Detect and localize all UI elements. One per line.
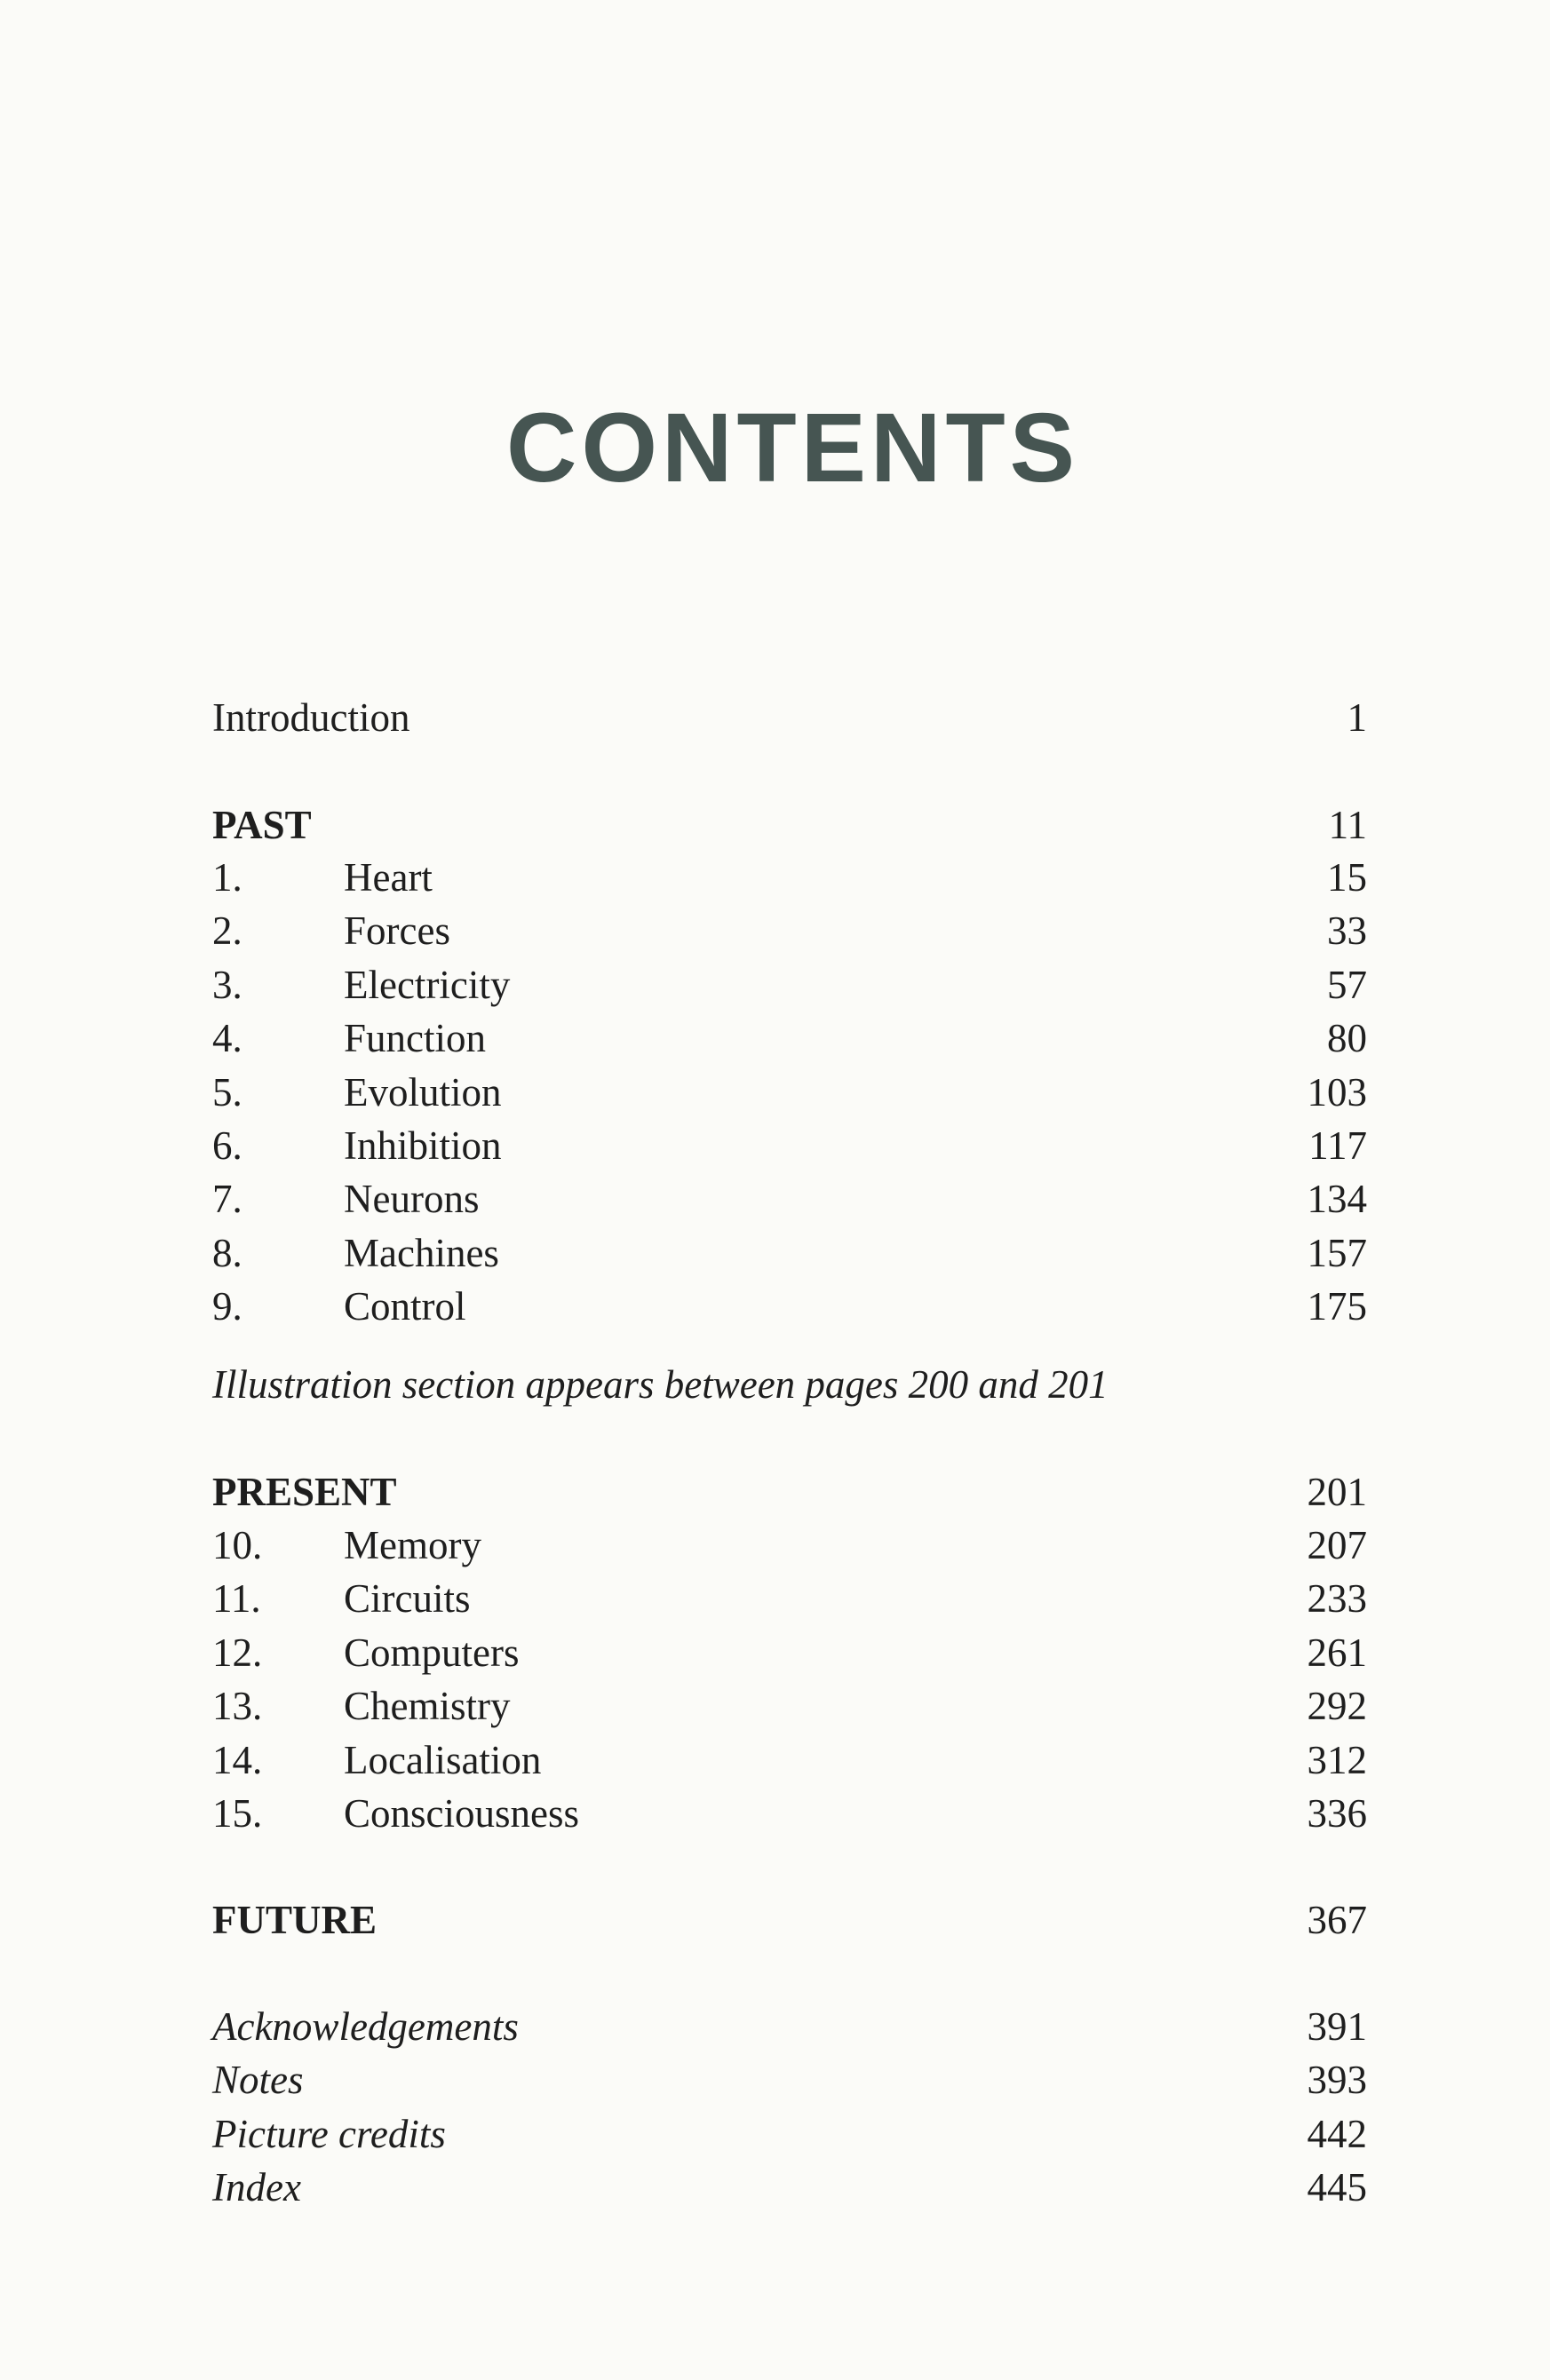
chapter-number: 1. — [212, 855, 242, 900]
page-number: 233 — [1307, 1576, 1367, 1622]
toc-entry — [212, 1119, 1367, 1172]
page-number: 134 — [1307, 1177, 1367, 1222]
entry-label: Index — [212, 2165, 301, 2210]
page-number: 367 — [1307, 1898, 1367, 1942]
section-heading — [212, 1465, 1367, 1519]
page-number: 157 — [1307, 1230, 1367, 1275]
page-number: 1 — [1347, 695, 1367, 740]
entry-label: Neurons — [344, 1177, 480, 1222]
chapter-number: 8. — [212, 1230, 242, 1275]
entry-label: Evolution — [344, 1069, 502, 1115]
toc-entry — [212, 1280, 1367, 1333]
page-number: 336 — [1307, 1791, 1367, 1836]
chapter-number: 10. — [212, 1523, 263, 1567]
page-number: 393 — [1307, 2058, 1367, 2103]
chapter-number: 9. — [212, 1284, 242, 1329]
entry-label: Introduction — [212, 695, 410, 740]
chapter-number: 4. — [212, 1016, 242, 1061]
toc-entry — [212, 1012, 1367, 1065]
section-heading — [212, 798, 1367, 852]
entry-label: PRESENT — [212, 1470, 397, 1514]
entry-label: FUTURE — [212, 1898, 378, 1942]
page-number: 11 — [1328, 803, 1367, 847]
entry-label: Consciousness — [344, 1791, 580, 1836]
entry-label: Acknowledgements — [212, 2004, 519, 2049]
page-number: 103 — [1307, 1069, 1367, 1115]
toc-entry — [212, 1787, 1367, 1840]
chapter-number: 13. — [212, 1684, 263, 1729]
chapter-number: 2. — [212, 908, 242, 954]
page-number: 175 — [1307, 1284, 1367, 1329]
page-number: 261 — [1307, 1630, 1367, 1675]
chapter-number: 11. — [212, 1576, 261, 1622]
toc-entry — [212, 1572, 1367, 1625]
toc-entry — [212, 958, 1367, 1012]
toc-entry — [212, 1679, 1367, 1733]
page-title: CONTENTS — [506, 393, 1079, 503]
entry-label: PAST — [212, 803, 312, 847]
page-number: 80 — [1327, 1016, 1367, 1061]
entry-label: Computers — [344, 1630, 520, 1675]
page-number: 15 — [1327, 855, 1367, 900]
page-number: 391 — [1307, 2004, 1367, 2049]
chapter-number: 5. — [212, 1069, 242, 1115]
page-number: 57 — [1327, 962, 1367, 1007]
page-number: 33 — [1327, 908, 1367, 954]
chapter-number: 3. — [212, 962, 242, 1007]
chapter-number: 15. — [212, 1791, 263, 1836]
chapter-number: 7. — [212, 1177, 242, 1222]
entry-label: Notes — [212, 2058, 304, 2103]
toc-entry — [212, 904, 1367, 957]
entry-label: Function — [344, 1016, 487, 1061]
section-heading — [212, 1893, 1367, 1947]
entry-label: Machines — [344, 1230, 499, 1275]
toc-entry — [212, 1066, 1367, 1119]
page-number: 312 — [1307, 1737, 1367, 1782]
toc-entry — [212, 851, 1367, 904]
toc-entry-back-matter — [212, 2107, 1367, 2161]
toc-entry — [212, 1172, 1367, 1226]
illustration-note — [212, 1358, 1367, 1411]
entry-label: Picture credits — [212, 2111, 446, 2156]
page-number: 201 — [1307, 1470, 1367, 1514]
toc-entry-back-matter — [212, 2161, 1367, 2214]
toc-entry-introduction — [212, 691, 1367, 744]
page-number: 117 — [1308, 1123, 1367, 1168]
toc-entry — [212, 1733, 1367, 1787]
entry-label: Localisation — [344, 1737, 542, 1782]
toc-entry — [212, 1226, 1367, 1280]
page-number: 292 — [1307, 1684, 1367, 1729]
entry-label: Illustration section appears between pages 200 and 201 — [212, 1362, 1109, 1407]
page-number: 207 — [1307, 1523, 1367, 1567]
chapter-number: 12. — [212, 1630, 263, 1675]
entry-label: Electricity — [344, 962, 511, 1007]
chapter-number: 6. — [212, 1123, 242, 1168]
toc-entry — [212, 1519, 1367, 1572]
entry-label: Circuits — [344, 1576, 471, 1622]
toc-entry-back-matter — [212, 2000, 1367, 2053]
entry-label: Memory — [344, 1523, 481, 1567]
toc-entry — [212, 1626, 1367, 1679]
entry-label: Inhibition — [344, 1123, 502, 1168]
entry-label: Chemistry — [344, 1684, 511, 1729]
page-number: 445 — [1307, 2165, 1367, 2210]
entry-label: Control — [344, 1284, 466, 1329]
entry-label: Heart — [344, 855, 433, 900]
entry-label: Forces — [344, 908, 450, 954]
toc-entry-back-matter — [212, 2053, 1367, 2106]
chapter-number: 14. — [212, 1737, 263, 1782]
page-number: 442 — [1307, 2111, 1367, 2156]
